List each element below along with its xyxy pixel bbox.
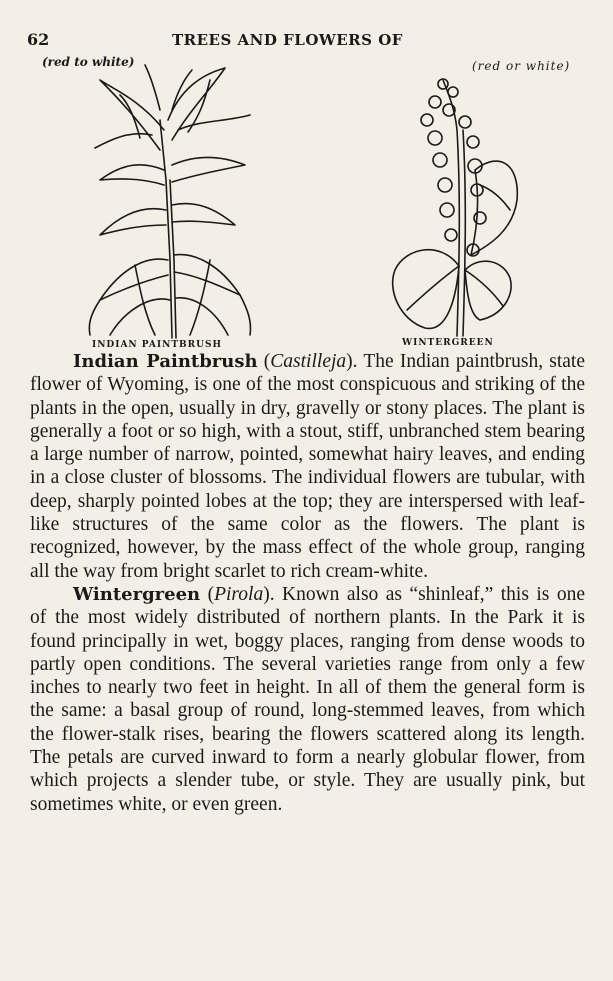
paintbrush-color-note: (red to white) — [42, 55, 135, 69]
wintergreen-color-note: (red or white) — [472, 59, 571, 73]
paragraph-text: Known also as “shinleaf,” this is one of the most widely distributed of northern plants. In the Park it is found principally in wet, boggy places, ranging from dense woods to partly open conditions. The several varieties range from only a few inches to nearly two feet in height. In all of them the general form is the same: a basal group of round, long-stemmed leaves, from which the flower-stalk rises, bearing the flowers scattered along its length. The petals are curved inward to form a nearly globular flower, from which projects a slender tube, or style. They are usually pink, but sometimes white, or even green. — [30, 583, 585, 815]
paragraph-text: The Indian paintbrush, state flower of Wyoming, is one of the most conspicuous and striking of the plants in the open, usually in dry, gravelly or stony places. The plant is generally a foot or so high, with a stout, stiff, unbranched stem bearing a large number of narrow, pointed, somewhat hairy leaves, and ending in a close cluster of blossoms. The individual flowers are tubular, with deep, sharply pointed lobes at the top; they are interspersed with leaf-like structures of the same color as the flowers. The plant is recognized, however, by the mass effect of the whole group, ranging all the way from bright scarlet to rich cream-white. — [30, 351, 585, 582]
page-number: 62 — [27, 30, 50, 49]
wintergreen-caption: WINTERGREEN — [402, 338, 494, 348]
paragraph-wintergreen: Wintergreen (Pirola). Known also as “shinleaf,” this is one of the most widely distributed of northern plants. In the Park it is found principally in wet, boggy places, ranging from dense woods to partly open conditions. The several varieties range from only a few inches to nearly two feet in height. In all of them the general form is the same: a basal group of round, long-stemmed leaves, from which the flower-stalk rises, bearing the flowers scattered along its length. The petals are curved inward to form a nearly globular flower, from which projects a slender tube, or style. They are usually pink, but sometimes white, or even green. — [30, 583, 585, 815]
wintergreen-illustration — [385, 70, 525, 338]
body-text — [30, 350, 585, 816]
indian-paintbrush-illustration — [60, 60, 290, 340]
entry-heading: Wintergreen — [73, 583, 201, 605]
scientific-name: Castilleja — [270, 351, 347, 372]
paragraph-indian-paintbrush: Indian Paintbrush (Castilleja). The Indian paintbrush, state flower of Wyoming, is one of the most conspicuous and striking of the plants in the open, usually in dry, gravelly or stony places. The plant is generally a foot or so high, with a stout, stiff, unbranched stem bearing a large number of narrow, pointed, somewhat hairy leaves, and ending in a close cluster of blossoms. The individual flowers are tubular, with deep, sharply pointed lobes at the top; they are interspersed with leaf-like structures of the same color as the flowers. The plant is recognized, however, by the mass effect of the whole group, ranging all the way from bright scarlet to rich cream-white. — [30, 351, 585, 582]
scientific-name: Pirola — [214, 583, 264, 605]
paintbrush-caption: INDIAN PAINTBRUSH — [92, 340, 222, 350]
entry-heading: Indian Paintbrush — [73, 351, 258, 372]
running-head: TREES AND FLOWERS OF — [172, 31, 403, 49]
